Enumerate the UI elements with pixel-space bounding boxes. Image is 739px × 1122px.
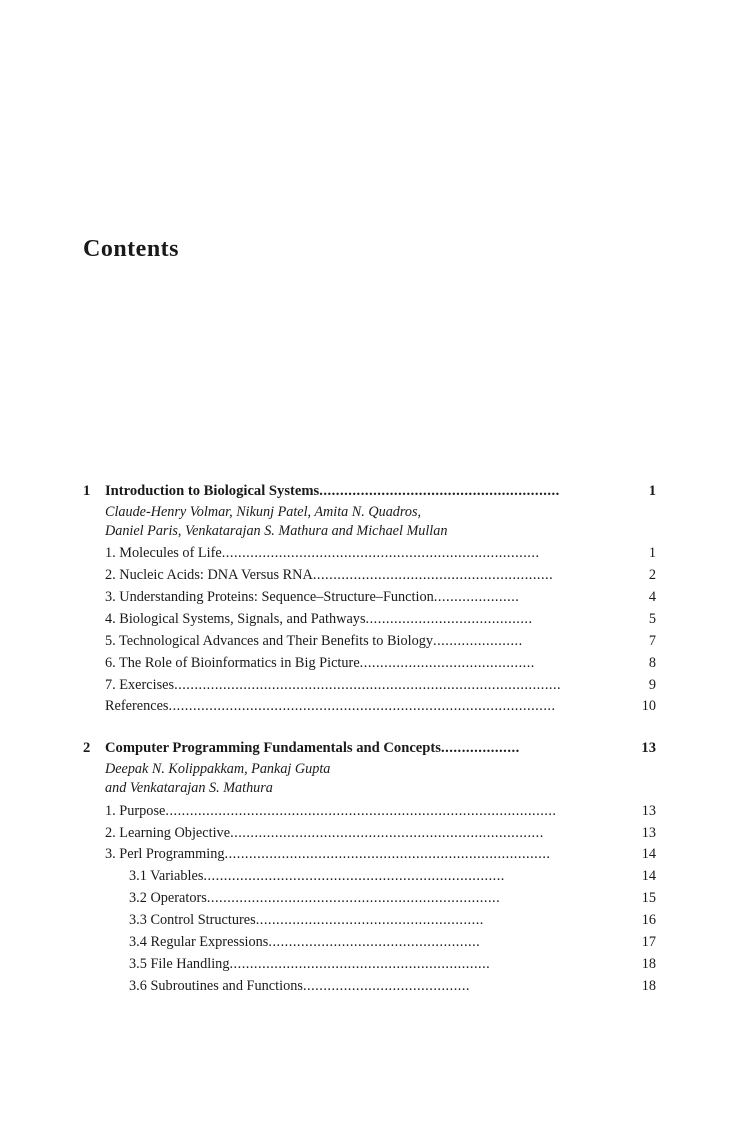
toc-entry[interactable] [105, 565, 656, 587]
toc-entry-references[interactable] [105, 696, 656, 718]
entry-page-number: 7 [648, 632, 656, 649]
entry-page-number: 2 [648, 567, 656, 584]
toc-entry[interactable] [105, 675, 656, 697]
toc-entry[interactable] [105, 609, 656, 631]
chapter-title: Computer Programming Fundamentals and Concepts [105, 740, 441, 757]
toc-chapter [83, 482, 656, 718]
entry-page-number: 17 [641, 933, 656, 950]
toc-entry[interactable] [105, 653, 656, 675]
leader-dots: ................................................................................ [224, 846, 551, 863]
chapter-page-number: 13 [641, 740, 656, 757]
chapter-authors [105, 760, 656, 798]
entry-label: 3. Perl Programming [105, 846, 225, 863]
chapter-authors [105, 503, 656, 541]
author-line: and Venkatarajan S. Mathura [105, 779, 273, 796]
page-header [83, 236, 656, 262]
leader-dots: ........................................................... [312, 567, 554, 584]
entry-label: 3.6 Subroutines and Functions [129, 977, 303, 994]
entry-label: 2. Nucleic Acids: DNA Versus RNA [105, 567, 313, 584]
leader-dots: .......................................................................... [203, 868, 505, 885]
entry-page-number: 4 [648, 589, 656, 606]
entry-page-number: 9 [648, 676, 656, 693]
toc-subentry[interactable] [105, 910, 656, 932]
chapter-page-number: 1 [648, 483, 656, 499]
entry-label: 5. Technological Advances and Their Benefits to Biology [105, 632, 434, 649]
entry-page-number: 18 [641, 955, 656, 972]
leader-dots: ......................................... [365, 611, 533, 628]
entry-page-number: 5 [648, 611, 656, 628]
entry-page-number: 8 [648, 654, 656, 671]
toc-entry[interactable] [105, 587, 656, 609]
entry-label: 3. Understanding Proteins: Sequence–Structure–Function [105, 589, 434, 606]
toc-chapter [83, 739, 656, 997]
leader-dots: ..................... [433, 589, 520, 606]
entry-label: 7. Exercises [105, 676, 175, 693]
entry-label: 6. The Role of Bioinformatics in Big Picture [105, 654, 360, 671]
entry-label: 3.4 Regular Expressions [129, 933, 269, 950]
entry-page-number: 14 [641, 846, 656, 863]
toc-entry[interactable] [105, 823, 656, 845]
entry-label: 1. Molecules of Life [105, 545, 222, 562]
entry-label: 4. Biological Systems, Signals, and Pathways [105, 611, 366, 628]
leader-dots: ................................................................ [229, 955, 491, 972]
entry-label: 3.5 File Handling [129, 955, 230, 972]
leader-dots: ......................................... [302, 977, 470, 994]
entry-label: 3.2 Operators [129, 890, 207, 907]
author-line: Daniel Paris, Venkatarajan S. Mathura and Michael Mullan [105, 522, 448, 539]
toc-subentry[interactable] [105, 976, 656, 998]
leader-dots: .............................................................................. [221, 545, 540, 562]
entry-page-number: 15 [641, 890, 656, 907]
table-of-contents [83, 482, 656, 997]
leader-dots: ...................... [433, 632, 523, 649]
entry-label: 3.1 Variables [129, 868, 204, 885]
toc-entry[interactable] [105, 801, 656, 823]
toc-chapter-heading[interactable] [83, 482, 656, 502]
author-line: Deepak N. Kolippakkam, Pankaj Gupta [105, 761, 331, 777]
entry-page-number: 10 [641, 698, 656, 715]
chapter-title: Introduction to Biological Systems [105, 483, 320, 499]
toc-subentry[interactable] [105, 866, 656, 888]
entry-label: 3.3 Control Structures [129, 912, 256, 929]
entry-page-number: 14 [641, 868, 656, 885]
toc-entry[interactable] [105, 543, 656, 565]
entry-label: 2. Learning Objective [105, 824, 231, 841]
entry-page-number: 1 [648, 545, 656, 562]
toc-entry[interactable] [105, 844, 656, 866]
toc-chapter-heading[interactable] [83, 739, 656, 759]
leader-dots: ................................................................................................ [165, 802, 557, 819]
toc-subentry[interactable] [105, 932, 656, 954]
leader-dots: ........................................................................ [206, 890, 501, 907]
leader-dots: ................... [440, 740, 520, 757]
leader-dots: .................................................... [268, 933, 481, 950]
entry-label: 1. Purpose [105, 802, 166, 819]
entry-page-number: 13 [641, 824, 656, 841]
leader-dots: ........................................... [359, 654, 535, 671]
leader-dots: .......................................................... [319, 483, 560, 499]
chapter-number: 1 [83, 483, 91, 499]
toc-subentry[interactable] [105, 888, 656, 910]
entry-page-number: 13 [641, 802, 656, 819]
page-title: Contents [83, 236, 180, 262]
leader-dots: ............................................................................................... [168, 698, 556, 715]
toc-entry[interactable] [105, 631, 656, 653]
chapter-sections [105, 801, 656, 998]
toc-subentry[interactable] [105, 954, 656, 976]
author-line: Claude-Henry Volmar, Nikunj Patel, Amita N. Quadros, [105, 503, 422, 520]
leader-dots: ............................................................................. [230, 824, 544, 841]
entry-page-number: 16 [641, 912, 656, 929]
chapter-number: 2 [83, 740, 91, 757]
leader-dots: ............................................................................................... [174, 676, 562, 693]
chapter-sections [105, 543, 656, 718]
entry-page-number: 18 [641, 977, 656, 994]
leader-dots: ........................................................ [255, 912, 484, 929]
entry-label: References [105, 698, 169, 715]
